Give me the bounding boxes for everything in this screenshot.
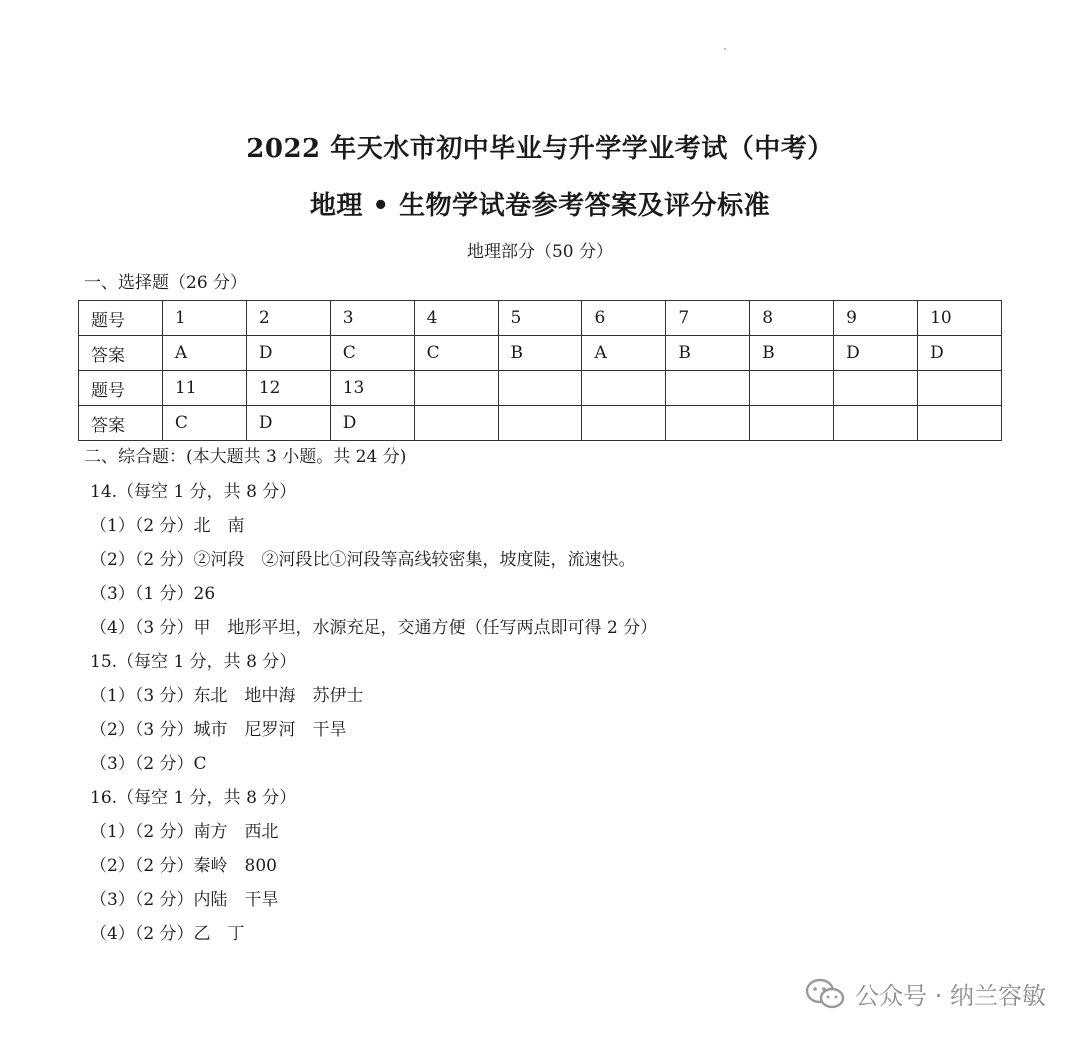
table-cell [666,371,750,406]
table-row-label: 题号 [79,301,163,336]
watermark-text: 公众号 · 纳兰容敏 [855,982,1046,1010]
table-cell: 2 [246,301,330,336]
table-row-label: 答案 [79,336,163,371]
section1-heading: 一、选择题（26 分） [84,273,248,293]
watermark [805,976,1046,1011]
q16-header: 16.（每空 1 分，共 8 分） [90,788,297,808]
table-cell [666,406,750,441]
wechat-icon [805,977,845,1011]
table-cell: D [330,406,414,441]
table-cell: B [666,336,750,371]
table-cell: 3 [330,301,414,336]
table-cell: A [582,336,666,371]
table-cell: 6 [582,301,666,336]
table-cell: B [498,336,582,371]
q16-item-2: （2）（2 分）秦岭 800 [90,856,277,876]
table-cell [834,371,918,406]
q14-item-1: （1）（2 分）北 南 [90,516,245,536]
table-cell [582,406,666,441]
table-cell: 4 [414,301,498,336]
table-cell: 12 [246,371,330,406]
table-cell: A [162,336,246,371]
table-row [79,301,1002,336]
table-cell: 5 [498,301,582,336]
table-cell [414,406,498,441]
table-cell: C [414,336,498,371]
q16-item-1: （1）（2 分）南方 西北 [90,822,279,842]
table-cell [498,406,582,441]
doc-title: 2022 年天水市初中毕业与升学学业考试（中考） [246,134,834,164]
q15-item-2: （2）（3 分）城市 尼罗河 干旱 [90,720,347,740]
table-cell [582,371,666,406]
table-row [79,371,1002,406]
table-cell: C [330,336,414,371]
table-cell: D [246,336,330,371]
table-cell [750,406,834,441]
table-cell: B [750,336,834,371]
q15-header: 15.（每空 1 分，共 8 分） [90,652,297,672]
table-cell: 9 [834,301,918,336]
table-cell: 13 [330,371,414,406]
q15-item-3: （3）（2 分）C [90,754,207,774]
q16-item-4: （4）（2 分）乙 丁 [90,924,245,944]
q16-item-3: （3）（2 分）内陆 干旱 [90,890,279,910]
table-cell [918,371,1002,406]
table-cell: 1 [162,301,246,336]
table-cell [750,371,834,406]
q15-item-1: （1）（3 分）东北 地中海 苏伊士 [90,686,364,706]
table-cell: 8 [750,301,834,336]
q14-item-3: （3）（1 分）26 [90,584,216,604]
table-cell [498,371,582,406]
answer-table [78,300,1002,441]
table-cell [834,406,918,441]
q14-item-2: （2）（2 分）②河段 ②河段比①河段等高线较密集，坡度陡，流速快。 [90,550,636,570]
table-row-label: 答案 [79,406,163,441]
table-row-label: 题号 [79,371,163,406]
table-cell: C [162,406,246,441]
q14-header: 14.（每空 1 分，共 8 分） [90,482,297,502]
table-row [79,406,1002,441]
q14-item-4: （4）（3 分）甲 地形平坦，水源充足，交通方便（任写两点即可得 2 分） [90,618,658,638]
table-cell: 11 [162,371,246,406]
table-cell: 7 [666,301,750,336]
doc-subtitle: 地理 • 生物学试卷参考答案及评分标准 [309,191,771,221]
table-cell [918,406,1002,441]
table-cell: D [834,336,918,371]
table-cell [414,371,498,406]
table-cell: D [246,406,330,441]
scan-speck [724,48,726,50]
table-row [79,336,1002,371]
table-cell: D [918,336,1002,371]
section2-heading: 二、综合题：(本大题共 3 小题。共 24 分) [84,447,407,467]
table-cell: 10 [918,301,1002,336]
section-subtitle: 地理部分（50 分） [466,242,614,262]
